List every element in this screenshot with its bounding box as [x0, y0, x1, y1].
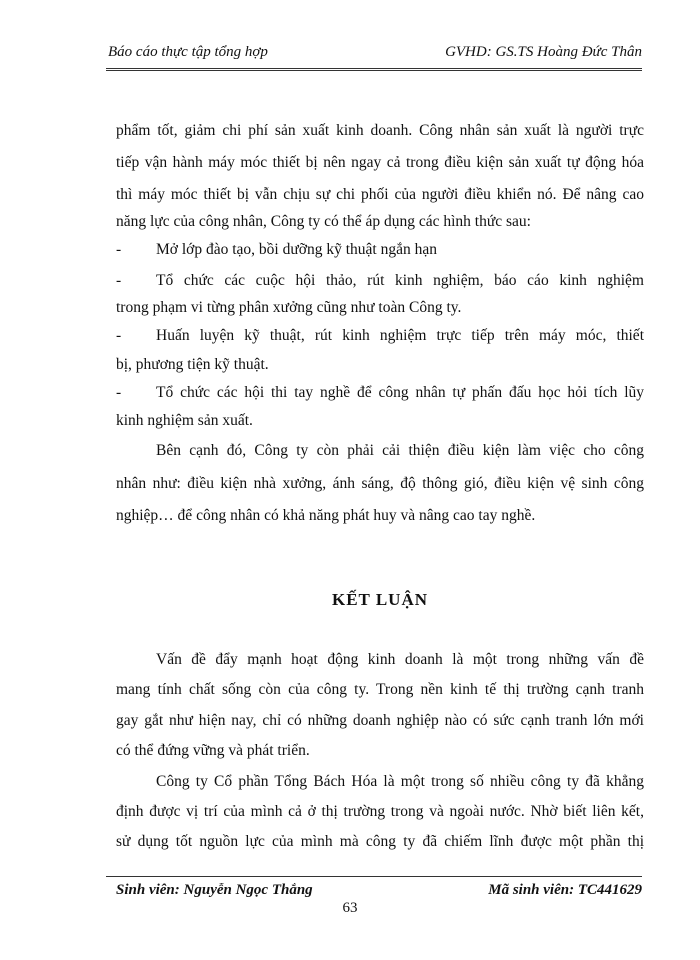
body-line: Bên cạnh đó, Công ty còn phải cải thiện điều kiện làm việc cho công [156, 442, 644, 459]
bullet-line: Huấn luyện kỹ thuật, rút kinh nghiệm trực tiếp trên máy móc, thiết [156, 327, 644, 344]
body-line: nghiệp… để công nhân có khả năng phát huy và nâng cao tay nghề. [116, 507, 536, 524]
body-line: nhân như: điều kiện nhà xưởng, ánh sáng, độ thông gió, điều kiện vệ sinh công [116, 475, 644, 492]
page-number: 63 [342, 900, 358, 916]
body-line: năng lực của công nhân, Công ty có thể áp dụng các hình thức sau: [116, 213, 531, 230]
header-divider [106, 68, 642, 71]
conclusion-line: sử dụng tốt nguồn lực của mình mà công ty đã chiếm lĩnh được một phần thị [116, 833, 644, 850]
footer-divider [106, 876, 642, 877]
bullet-marker: - [116, 272, 122, 289]
footer-student-id: Mã sinh viên: TC441629 [488, 882, 642, 898]
bullet-line: Mở lớp đào tạo, bồi dưỡng kỹ thuật ngắn hạn [156, 241, 437, 258]
conclusion-line: định được vị trí của mình cả ở thị trường trong và ngoài nước. Nhờ biết liên kết, [116, 803, 644, 820]
conclusion-line: Công ty Cổ phần Tổng Bách Hóa là một trong số nhiều công ty đã khẳng [156, 773, 644, 790]
body-line: thì máy móc thiết bị vẫn chịu sự chi phối của người điều khiển nó. Để nâng cao [116, 186, 644, 203]
footer-student-name: Sinh viên: Nguyễn Ngọc Thắng [116, 882, 313, 898]
body-line: phẩm tốt, giảm chi phí sản xuất kinh doanh. Công nhân sản xuất là người trực [116, 122, 644, 139]
bullet-line: Tổ chức các hội thi tay nghề để công nhân tự phấn đấu học hỏi tích lũy [156, 384, 644, 401]
bullet-line: kinh nghiệm sản xuất. [116, 412, 253, 429]
header-supervisor: GVHD: GS.TS Hoàng Đức Thân [445, 44, 642, 60]
section-heading: KẾT LUẬN [331, 590, 428, 609]
bullet-line: Tổ chức các cuộc hội thảo, rút kinh nghiệm, báo cáo kinh nghiệm [156, 272, 644, 289]
bullet-marker: - [116, 384, 122, 401]
bullet-line: trong phạm vi từng phân xưởng cũng như toàn Công ty. [116, 299, 462, 316]
body-line: tiếp vận hành máy móc thiết bị nên ngay cả trong điều kiện sản xuất tự động hóa [116, 154, 644, 171]
page-header [108, 44, 642, 66]
bullet-line: bị, phương tiện kỹ thuật. [116, 356, 269, 373]
bullet-marker: - [116, 327, 122, 344]
conclusion-line: mang tính chất sống còn của công ty. Trong nền kinh tế thị trường cạnh tranh [116, 681, 644, 698]
bullet-marker: - [116, 241, 122, 258]
header-report-title: Báo cáo thực tập tổng hợp [108, 44, 268, 60]
conclusion-line: gay gắt như hiện nay, chỉ có những doanh nghiệp nào có sức cạnh tranh lớn mới [116, 712, 644, 729]
conclusion-line: Vấn đề đẩy mạnh hoạt động kinh doanh là một trong những vấn đề [156, 651, 644, 668]
conclusion-line: có thể đứng vững và phát triển. [116, 742, 310, 759]
